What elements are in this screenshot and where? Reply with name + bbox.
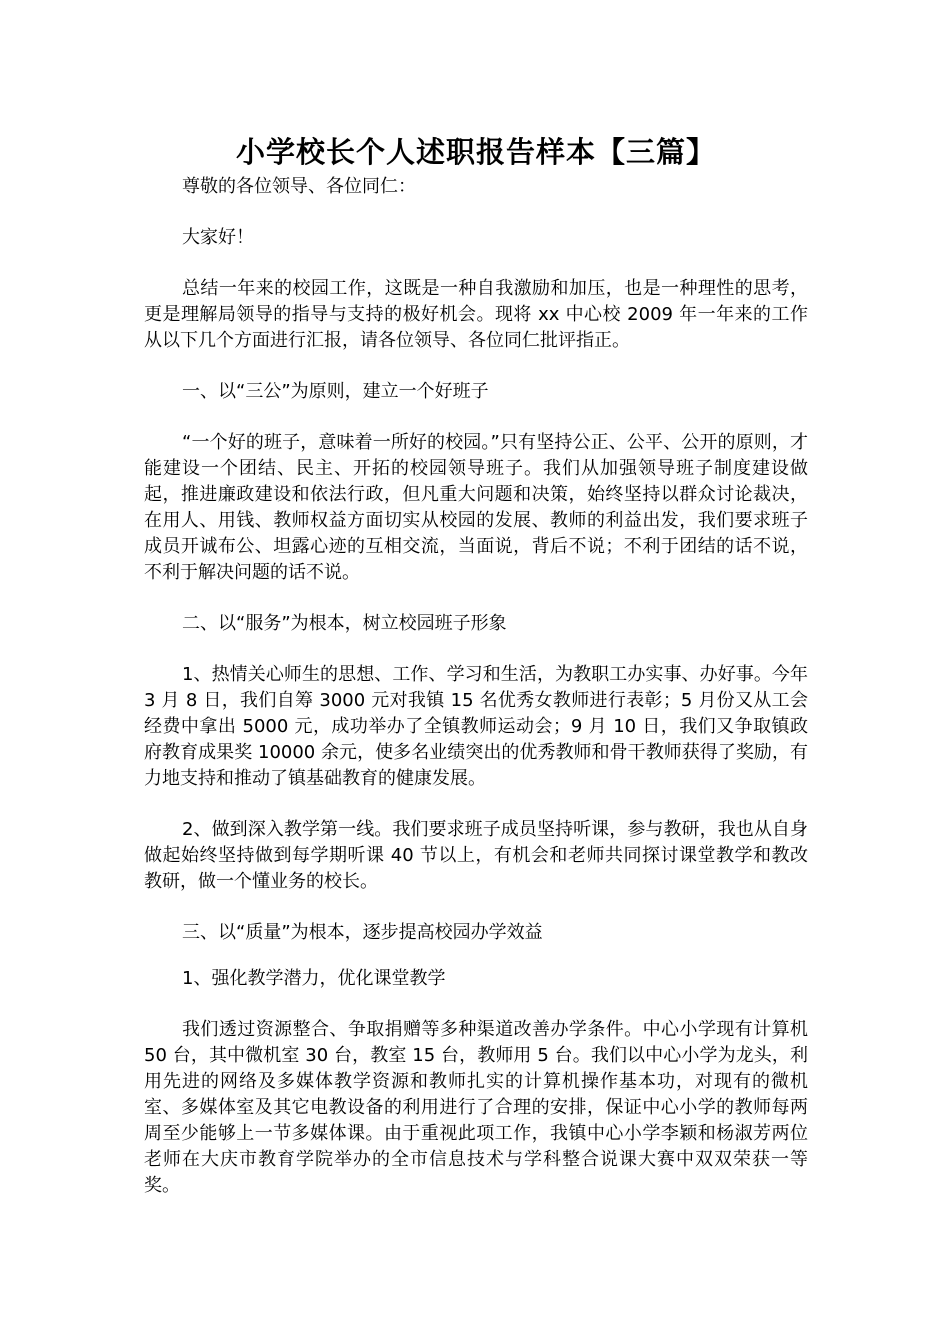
section-3-subheading-1: 1、强化教学潜力，优化课堂教学 (182, 968, 446, 989)
document-page (144, 130, 808, 1199)
section-3-paragraph: 我们透过资源整合、争取捐赠等多种渠道改善办学条件。中心小学现有计算机 50 台，其中微机室 30 台，教室 15 台，教师用 5 台。我们以中心小学为龙头，利用先进的网络及多媒体教学资源和教师扎实的计算机操作基本功，对现有的微机室、多媒体室及其它电教设备的利用进行了合理的安排，保证中心小学的教师每两周至少能够上一节多媒体课。由于重视此项工作，我镇中心小学李颖和杨淑芳两位老师在大庆市教育学院举办的全市信息技术与学科整合说课大赛中双双荣获一等奖。 (144, 1019, 808, 1196)
section-heading-1: 一、以“三公”为原则，建立一个好班子 (182, 381, 489, 402)
salutation: 尊敬的各位领导、各位同仁： (182, 176, 416, 197)
section-heading-2: 二、以“服务”为根本，树立校园班子形象 (182, 613, 507, 634)
section-1-paragraph: “一个好的班子，意味着一所好的校园。”只有坚持公正、公平、公开的原则，才能建设一个团结、民主、开拓的校园领导班子。我们从加强领导班子制度建设做起，推进廉政建设和依法行政，但凡重大问题和决策，始终坚持以群众讨论裁决，在用人、用钱、教师权益方面切实从校园的发展、教师的利益出发，我们要求班子成员开诚布公、坦露心迹的互相交流，当面说，背后不说；不利于团结的话不说，不利于解决问题的话不说。 (144, 432, 808, 583)
document-title: 小学校长个人述职报告样本【三篇】 (235, 135, 716, 169)
greeting: 大家好！ (182, 227, 254, 248)
section-heading-3: 三、以“质量”为根本，逐步提高校园办学效益 (182, 922, 543, 943)
section-2-item-2: 2、做到深入教学第一线。我们要求班子成员坚持听课，参与教研，我也从自身做起始终坚持做到每学期听课 40 节以上，有机会和老师共同探讨课堂教学和教改教研，做一个懂业务的校长。 (144, 819, 808, 892)
section-2-item-1: 1、热情关心师生的思想、工作、学习和生活，为教职工办实事、办好事。今年 3 月 8 日，我们自筹 3000 元对我镇 15 名优秀女教师进行表彰；5 月份又从工会经费中拿出 5000 元，成功举办了全镇教师运动会；9 月 10 日，我们又争取镇政府教育成果奖 10000 余元，使多名业绩突出的优秀教师和骨干教师获得了奖励，有力地支持和推动了镇基础教育的健康发展。 (144, 664, 808, 789)
intro-paragraph: 总结一年来的校园工作，这既是一种自我激励和加压，也是一种理性的思考，更是理解局领导的指导与支持的极好机会。现将 xx 中心校 2009 年一年来的工作从以下几个方面进行汇报，请各位领导、各位同仁批评指正。 (144, 278, 808, 351)
